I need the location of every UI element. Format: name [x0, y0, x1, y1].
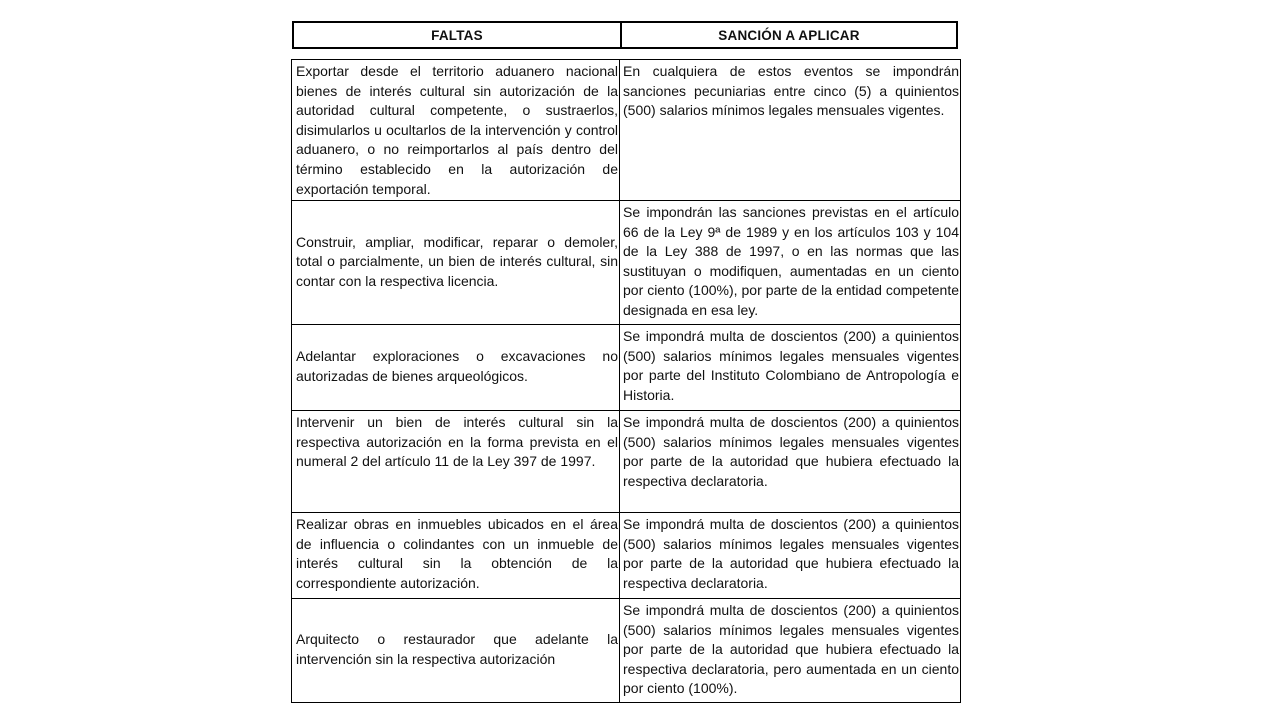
- falta-cell: [292, 325, 620, 410]
- falta-cell: [292, 513, 620, 598]
- table-row: [292, 325, 960, 411]
- falta-cell: [292, 411, 620, 512]
- sancion-cell: [620, 201, 960, 324]
- falta-cell: [292, 60, 620, 200]
- falta-text: Construir, ampliar, modificar, reparar o demoler, total o parcialmente, un bien de interés cultural, sin contar con la respectiva licencia.: [296, 233, 618, 289]
- sancion-cell: [620, 513, 960, 598]
- sancion-text: Se impondrá multa de doscientos (200) a quinientos (500) salarios mínimos legales mensuales vigentes por parte de la autoridad que hubiera efectuado la respectiva declaratoria.: [623, 516, 959, 591]
- table-row: [292, 60, 960, 201]
- sancion-cell: [620, 599, 960, 702]
- header-faltas: FALTAS: [294, 23, 622, 47]
- falta-text: Realizar obras en inmuebles ubicados en el área de influencia o colindantes con un inmueble de interés cultural sin la obtención de la correspondiente autorización.: [296, 516, 618, 591]
- table-header: [292, 21, 958, 49]
- sancion-text: Se impondrá multa de doscientos (200) a quinientos (500) salarios mínimos legales mensuales vigentes por parte de la autoridad que hubiera efectuado la respectiva declaratoria.: [623, 414, 959, 489]
- table-row: [292, 201, 960, 325]
- falta-text: Adelantar exploraciones o excavaciones no autorizadas de bienes arqueológicos.: [296, 348, 618, 384]
- falta-cell: [292, 599, 620, 702]
- falta-text: Intervenir un bien de interés cultural sin la respectiva autorización en la forma prevista en el numeral 2 del artículo 11 de la Ley 397 de 1997.: [296, 414, 618, 470]
- falta-text: Arquitecto o restaurador que adelante la intervención sin la respectiva autorización: [296, 631, 618, 667]
- sancion-text: Se impondrán las sanciones previstas en el artículo 66 de la Ley 9ª de 1989 y en los artículos 103 y 104 de la Ley 388 de 1997, o en las normas que las sustituyan o modifiquen, aumentadas en un ciento por ciento (100%), por parte de la entidad competente designada en esa ley.: [623, 204, 959, 318]
- falta-cell: [292, 201, 620, 324]
- sancion-cell: [620, 325, 960, 410]
- sancion-text: En cualquiera de estos eventos se impondrán sanciones pecuniarias entre cinco (5) a quinientos (500) salarios mínimos legales mensuales vigentes.: [623, 63, 959, 119]
- table-row: [292, 411, 960, 513]
- header-sancion: SANCIÓN A APLICAR: [718, 27, 860, 43]
- table-row: [292, 599, 960, 702]
- sancion-cell: [620, 60, 960, 200]
- sancion-text: Se impondrá multa de doscientos (200) a quinientos (500) salarios mínimos legales mensuales vigentes por parte del Instituto Colombiano de Antropología e Historia.: [623, 328, 959, 403]
- falta-text: Exportar desde el territorio aduanero nacional bienes de interés cultural sin autorización de la autoridad cultural competente, o sustraerlos, disimularlos u ocultarlos de la intervención y control aduanero, o no reimportarlos al país dentro del término establecido en la autorización de exportación temporal.: [296, 63, 618, 197]
- sanctions-table: [291, 59, 961, 703]
- sancion-cell: [620, 411, 960, 512]
- sancion-text: Se impondrá multa de doscientos (200) a quinientos (500) salarios mínimos legales mensuales vigentes por parte de la autoridad que hubiera efectuado la respectiva declaratoria, pero aumentada en un ciento por ciento (100%).: [623, 602, 959, 697]
- table-row: [292, 513, 960, 599]
